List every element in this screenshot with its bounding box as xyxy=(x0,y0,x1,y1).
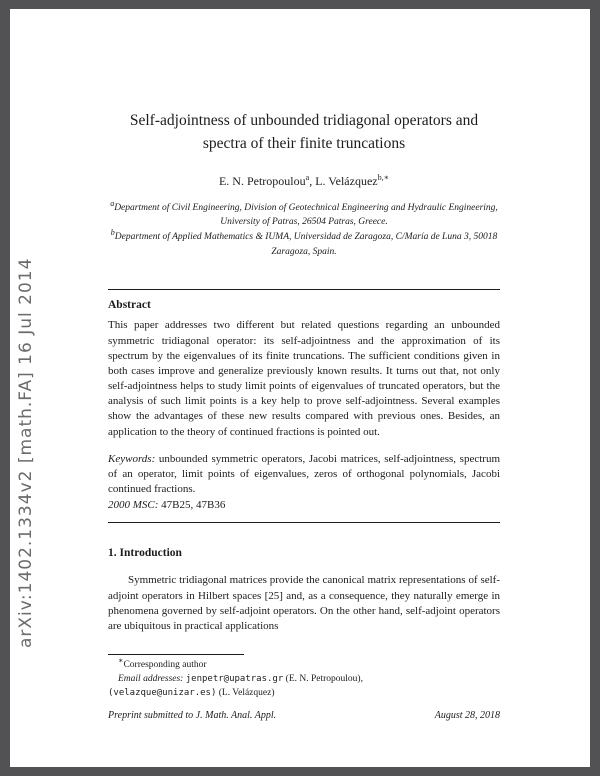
abstract-bottom-rule xyxy=(108,522,500,523)
abstract-heading: Abstract xyxy=(108,299,151,312)
paper-content xyxy=(10,109,590,700)
section-heading-introduction: 1. Introduction xyxy=(108,547,182,560)
abstract-text: This paper addresses two different but related questions regarding an unbounded symmetric tridiagonal operator: its self-adjointness and the approximation of its spectrum by the eigenvalues of its finite truncations. The sufficient conditions given in both cases improve and generalize previously known results. It turns out that, not only self-adjointness helps to study limit points of eigenvalues of truncated operators, but the analysis of such limit points is a key help to prove self-adjointness. Several examples show the advantages of these new results compared with previous ones. Besides, an application to the theory of continued fractions is pointed out. xyxy=(108,319,500,438)
author-1: E. N. Petropoulou xyxy=(218,173,306,188)
email-addresses-line xyxy=(108,673,500,687)
footer-date: August 28, 2018 xyxy=(434,710,500,721)
footnote-block xyxy=(108,655,500,700)
page-footer xyxy=(108,710,500,721)
author-2-affiliation-mark: b,∗ xyxy=(377,172,390,182)
paper-page xyxy=(10,9,590,767)
keywords-text: unbounded symmetric operators, Jacobi matrices, self-adjointness, spectrum of an operator, limit points of eigenvalues, zeros of orthogonal polynomials, Jacobi continued fractions. xyxy=(108,452,500,496)
affiliation-a: Department of Civil Engineering, Division of Geotechnical Engineering and Hydraulic Engineering, University of Patras, 26504 Patras, Greece. xyxy=(114,202,498,228)
author-2: L. Velázquez xyxy=(315,173,378,188)
email-address-2: (velazque@unizar.es) xyxy=(108,687,217,698)
author-1-affiliation-mark: a xyxy=(305,172,310,182)
arxiv-watermark: arXiv:1402.1334v2 [math.FA] 16 Jul 2014 xyxy=(16,257,36,648)
msc-label: 2000 MSC: xyxy=(108,499,159,512)
keywords-line xyxy=(108,452,500,498)
keywords-label: Keywords: xyxy=(108,452,156,465)
email-owner-2: (L. Velázquez) xyxy=(216,687,275,698)
corresponding-author-mark: ∗ xyxy=(118,655,124,665)
paper-title xyxy=(108,109,500,156)
msc-text: 47B25, 47B36 xyxy=(158,499,226,512)
affiliation-a-mark: a xyxy=(110,198,115,208)
corresponding-author-text: Corresponding author xyxy=(123,660,207,671)
footnote-rule xyxy=(108,654,244,655)
preprint-note: Preprint submitted to J. Math. Anal. Appl. xyxy=(108,710,277,721)
email-addresses-line-2 xyxy=(108,687,500,701)
affiliation-b: Department of Applied Mathematics & IUMA, Universidad de Zaragoza, C/María de Luna 3, 50018 Zaragoza, Spain. xyxy=(114,231,498,257)
paper-title-line1: Self-adjointness of unbounded tridiagonal operators and xyxy=(129,112,479,129)
msc-line xyxy=(108,498,500,513)
introduction-paragraph: Symmetric tridiagonal matrices provide the canonical matrix representations of self-adjoint operators in Hilbert spaces [25] and, as a consequence, they naturally emerge in phenomena governed by self-adjoint operators. On the other hand, self-adjoint operators are ubiquitous in practical applications xyxy=(108,574,500,632)
affiliations-block xyxy=(108,198,500,260)
author-separator: , xyxy=(309,173,316,188)
affiliation-b-mark: b xyxy=(110,227,115,237)
email-address-1: jenpetr@upatras.gr xyxy=(185,673,284,684)
paper-title-line2: spectra of their finite truncations xyxy=(202,135,406,153)
author-line xyxy=(108,174,500,189)
abstract-top-rule xyxy=(108,289,500,290)
email-owner-1: (E. N. Petropoulou), xyxy=(283,673,363,684)
corresponding-author-note xyxy=(108,655,500,673)
email-label: Email addresses: xyxy=(118,673,186,684)
